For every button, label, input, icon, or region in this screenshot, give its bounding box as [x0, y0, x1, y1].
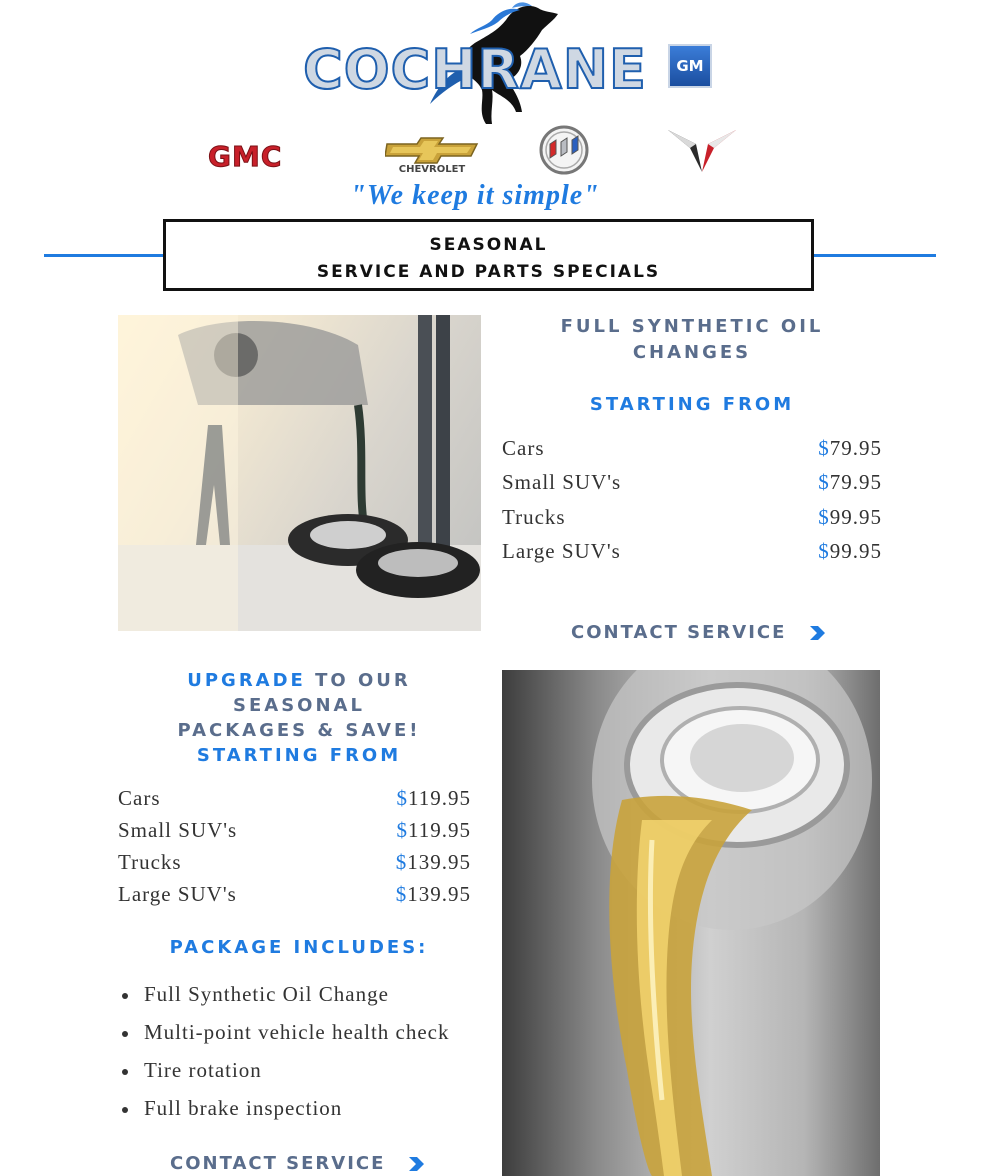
- package-includes-heading: PACKAGE INCLUDES:: [169, 937, 429, 958]
- price-value: $139.95: [395, 882, 471, 906]
- chevrolet-logo: [385, 136, 479, 178]
- packages-heading: [118, 668, 480, 743]
- page-title: [163, 219, 814, 291]
- packages-heading-line-1: UPGRADE TO OUR SEASONAL: [187, 670, 411, 716]
- oil-change-heading: [502, 314, 882, 366]
- slogan: "We keep it simple": [350, 180, 600, 211]
- price-value: $79.95: [818, 436, 882, 460]
- price-value: $79.95: [818, 470, 882, 494]
- brand-wordmark: COCHRANE: [303, 38, 647, 101]
- contact-service-label: CONTACT SERVICE: [571, 622, 787, 643]
- package-contact-service-link[interactable]: [170, 1153, 425, 1174]
- vehicle-label: Cars: [118, 786, 161, 810]
- corvette-logo: [666, 126, 738, 181]
- vehicle-label: Trucks: [118, 850, 182, 874]
- oil-pour-photo: [502, 670, 880, 1176]
- cochrane-gm-logo: [280, 0, 720, 130]
- title-line-1: SEASONAL: [429, 235, 548, 255]
- chevrolet-bowtie-icon: [385, 136, 479, 164]
- price-value: $99.95: [818, 539, 882, 563]
- vehicle-label: Cars: [502, 436, 545, 460]
- gm-badge: GM: [668, 44, 712, 88]
- contact-service-label: CONTACT SERVICE: [170, 1153, 386, 1174]
- list-item: Multi-point vehicle health check: [118, 1023, 468, 1042]
- packages-heading-line-2: PACKAGES & SAVE!: [177, 720, 421, 741]
- vehicle-label: Large SUV's: [502, 539, 621, 563]
- list-item: Tire rotation: [118, 1061, 468, 1080]
- gmc-logo: GMC: [208, 140, 283, 173]
- price-value: $139.95: [395, 850, 471, 874]
- oil-change-starting-from: STARTING FROM: [589, 394, 795, 415]
- vehicle-label: Large SUV's: [118, 882, 237, 906]
- price-value: $99.95: [818, 505, 882, 529]
- package-includes-list: [118, 982, 468, 1137]
- list-item: Full Synthetic Oil Change: [118, 985, 468, 1004]
- chevron-right-icon: [407, 1156, 425, 1172]
- garage-photo: [118, 315, 481, 631]
- price-value: $119.95: [396, 786, 471, 810]
- chevron-right-icon: [808, 625, 826, 641]
- oil-change-heading-line-2: CHANGES: [632, 342, 752, 363]
- buick-logo: [538, 124, 590, 181]
- vehicle-label: Trucks: [502, 505, 566, 529]
- chevrolet-label: CHEVROLET: [398, 164, 466, 175]
- packages-starting-from: STARTING FROM: [196, 745, 402, 766]
- list-item: Full brake inspection: [118, 1099, 468, 1118]
- oil-contact-service-link[interactable]: [571, 622, 826, 643]
- oil-change-heading-line-1: FULL SYNTHETIC OIL: [560, 316, 824, 337]
- buick-tri-shield-icon: [538, 124, 590, 176]
- vehicle-label: Small SUV's: [118, 818, 238, 842]
- title-rule-right: [814, 254, 936, 257]
- corvette-flags-icon: [666, 126, 738, 176]
- price-value: $119.95: [396, 818, 471, 842]
- title-rule-left: [44, 254, 166, 257]
- vehicle-label: Small SUV's: [502, 470, 622, 494]
- title-line-2: SERVICE AND PARTS SPECIALS: [316, 262, 661, 282]
